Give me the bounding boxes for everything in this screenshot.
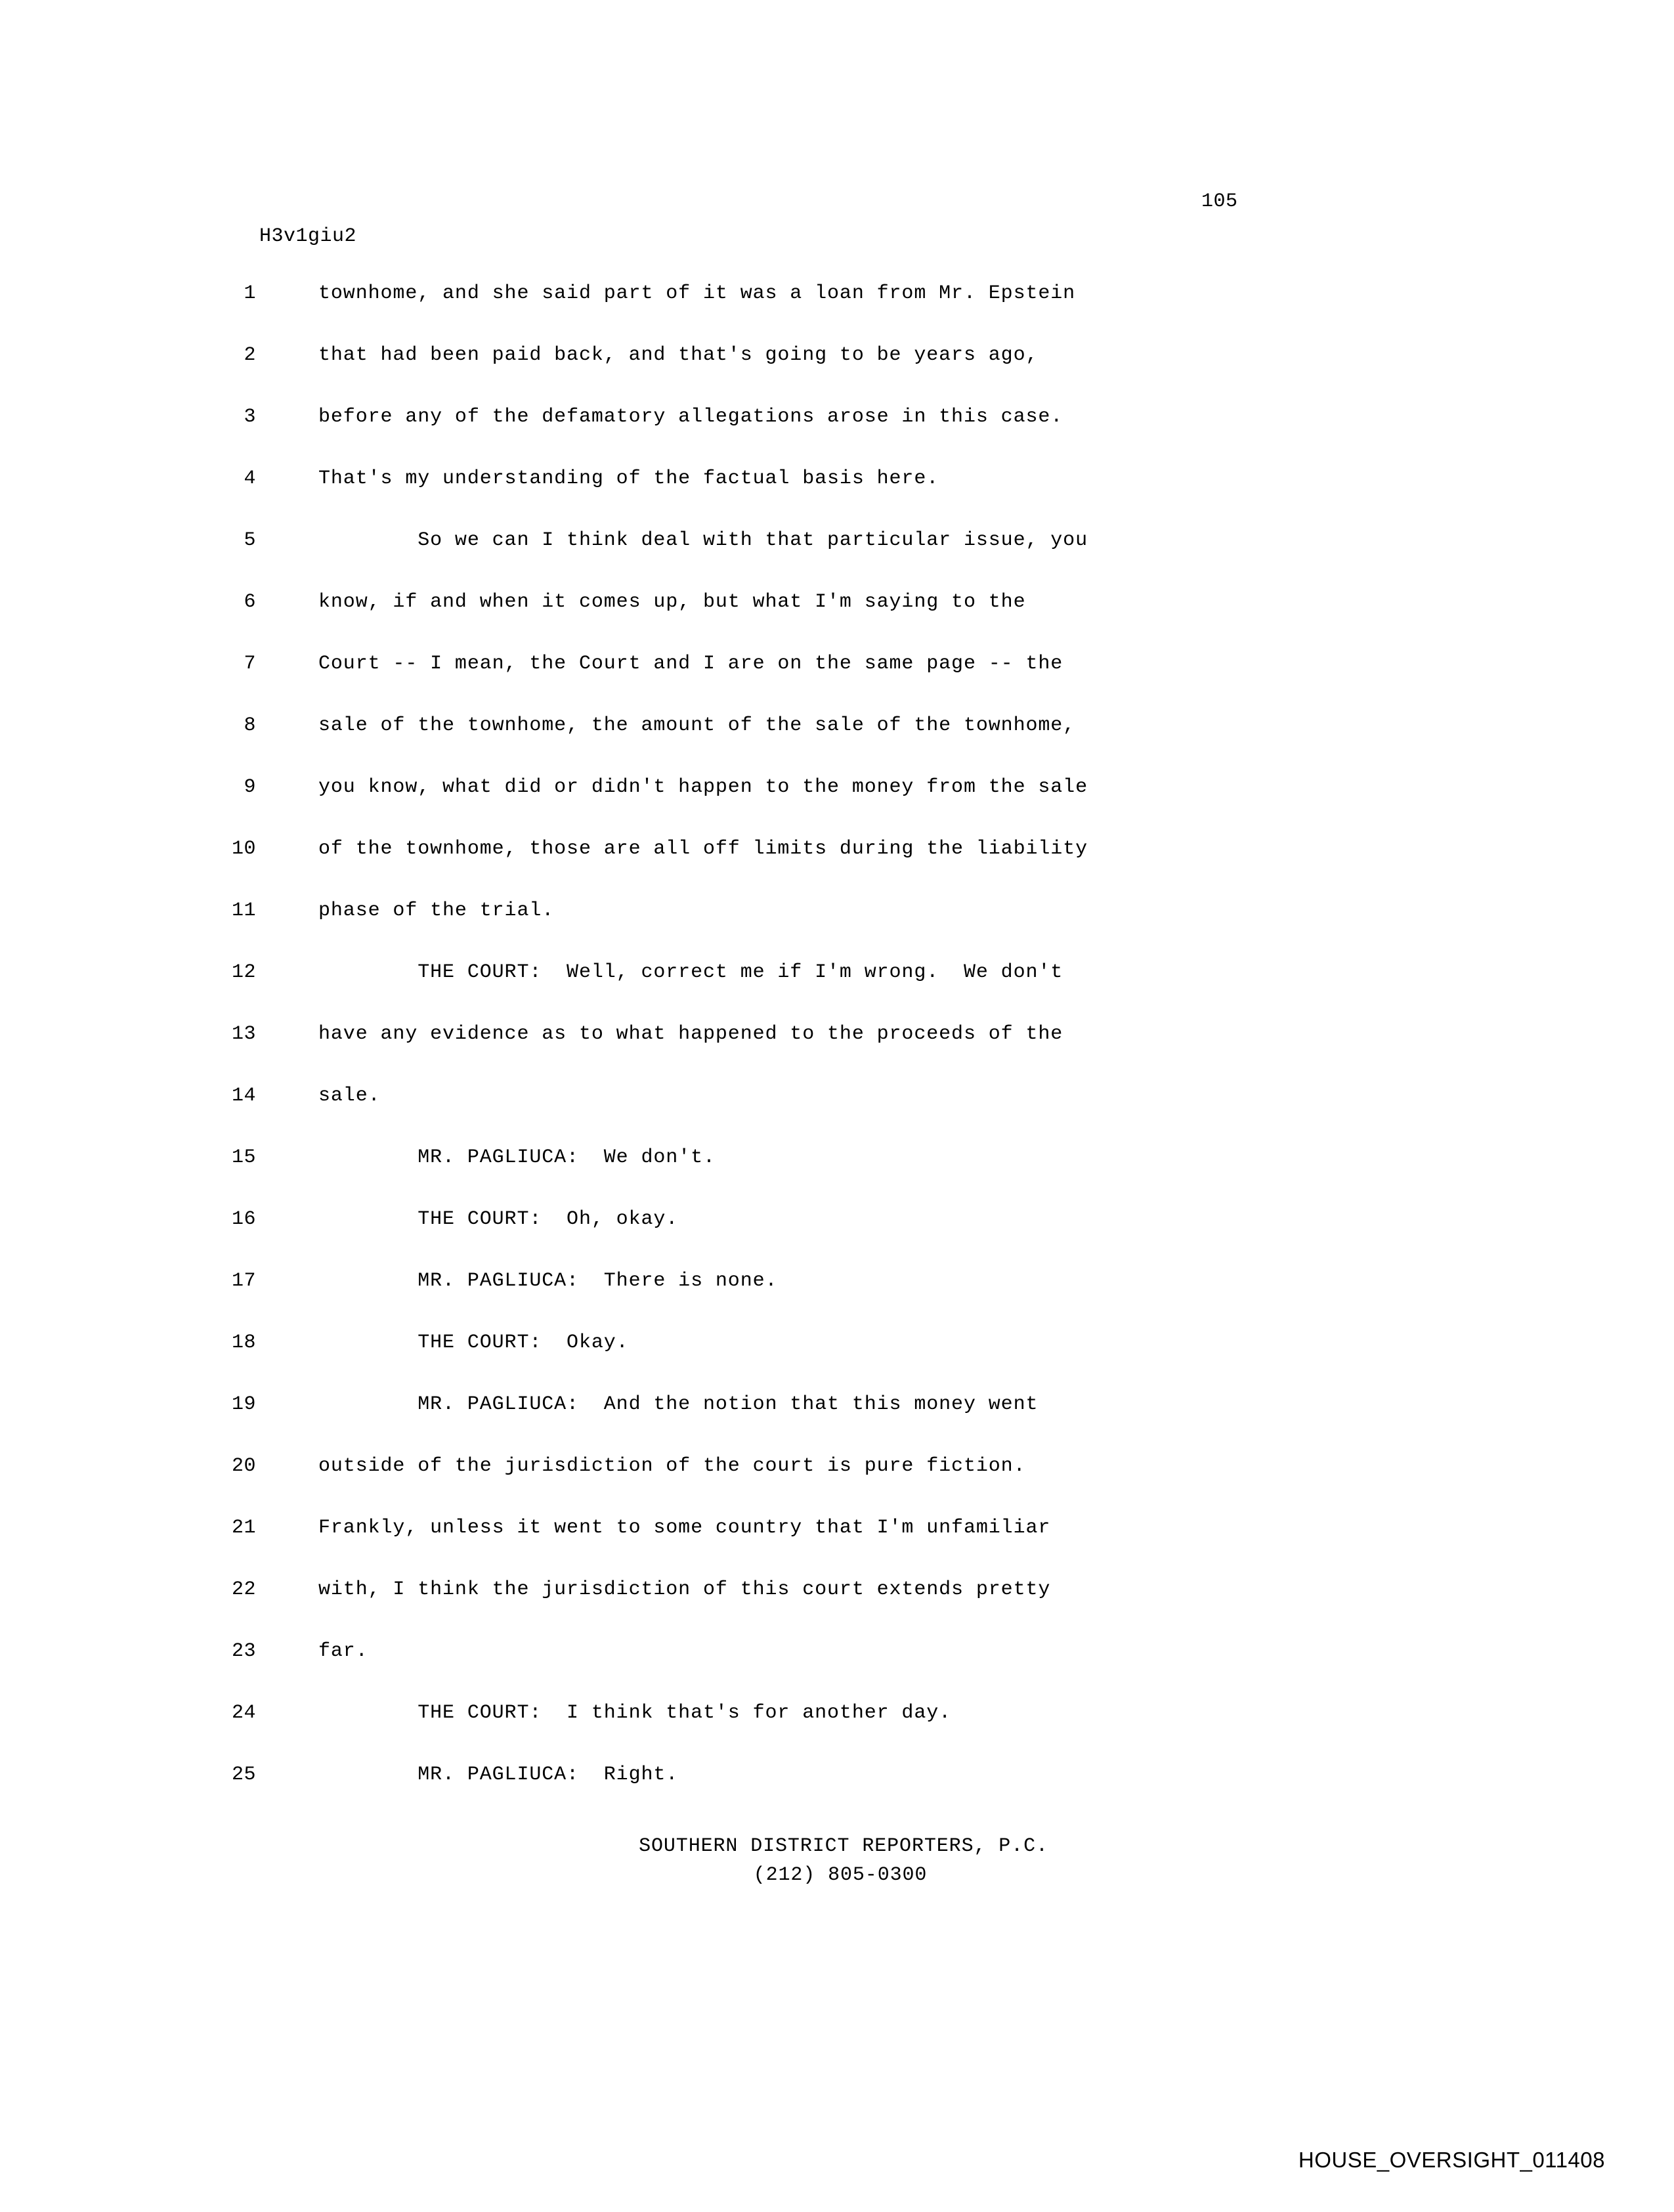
- line-text: sale of the townhome, the amount of the sale of the townhome,: [318, 714, 1076, 737]
- line-text: So we can I think deal with that particular issue, you: [318, 529, 1088, 552]
- transcript-line: [184, 1455, 1484, 1517]
- line-number: 9: [244, 776, 256, 798]
- line-number: 16: [231, 1208, 256, 1230]
- transcript-line: [184, 1023, 1484, 1085]
- line-text: before any of the defamatory allegations arose in this case.: [318, 406, 1063, 428]
- line-text: townhome, and she said part of it was a loan from Mr. Epstein: [318, 282, 1076, 305]
- transcript-line: [184, 1270, 1484, 1332]
- line-number: 19: [231, 1393, 256, 1416]
- line-number: 18: [231, 1332, 256, 1354]
- line-number: 11: [231, 900, 256, 922]
- line-number: 20: [231, 1455, 256, 1477]
- line-number: 10: [231, 838, 256, 860]
- transcript-line: [184, 1764, 1484, 1825]
- line-text: know, if and when it comes up, but what I'm saying to the: [318, 591, 1026, 613]
- line-text: outside of the jurisdiction of the court is pure fiction.: [318, 1455, 1026, 1477]
- transcript-line: [184, 1393, 1484, 1455]
- line-text: MR. PAGLIUCA: There is none.: [318, 1270, 778, 1292]
- reporter-name: SOUTHERN DISTRICT REPORTERS, P.C.: [639, 1835, 1048, 1857]
- line-text: MR. PAGLIUCA: And the notion that this money went: [318, 1393, 1039, 1416]
- line-text: with, I think the jurisdiction of this court extends pretty: [318, 1578, 1051, 1601]
- transcript-line: [184, 838, 1484, 900]
- transcript-body: [184, 282, 1484, 1825]
- transcript-line: [184, 1208, 1484, 1270]
- transcript-line: [184, 344, 1484, 406]
- line-number: 8: [244, 714, 256, 737]
- line-number: 6: [244, 591, 256, 613]
- line-text: far.: [318, 1640, 368, 1662]
- line-number: 1: [244, 282, 256, 305]
- line-number: 4: [244, 467, 256, 490]
- line-number: 17: [231, 1270, 256, 1292]
- reporter-phone: (212) 805-0300: [753, 1864, 928, 1886]
- line-text: THE COURT: Well, correct me if I'm wrong. We don't: [318, 961, 1063, 984]
- line-text: THE COURT: Okay.: [318, 1332, 629, 1354]
- line-text: THE COURT: I think that's for another day.: [318, 1702, 952, 1724]
- line-text: that had been paid back, and that's going to be years ago,: [318, 344, 1039, 366]
- line-text: have any evidence as to what happened to the proceeds of the: [318, 1023, 1063, 1045]
- line-text: you know, what did or didn't happen to the money from the sale: [318, 776, 1088, 798]
- line-text: phase of the trial.: [318, 900, 555, 922]
- transcript-line: [184, 1146, 1484, 1208]
- line-number: 23: [231, 1640, 256, 1662]
- line-number: 25: [231, 1764, 256, 1786]
- transcript-line: [184, 776, 1484, 838]
- line-number: 3: [244, 406, 256, 428]
- transcript-line: [184, 653, 1484, 714]
- reporter-footer: [0, 1832, 1674, 1890]
- line-number: 14: [231, 1085, 256, 1107]
- line-text: That's my understanding of the factual basis here.: [318, 467, 939, 490]
- transcript-line: [184, 282, 1484, 344]
- line-text: MR. PAGLIUCA: We don't.: [318, 1146, 716, 1169]
- line-text: Frankly, unless it went to some country that I'm unfamiliar: [318, 1517, 1051, 1539]
- transcript-line: [184, 714, 1484, 776]
- transcript-line: [184, 406, 1484, 467]
- line-number: 5: [244, 529, 256, 552]
- transcript-line: [184, 1517, 1484, 1578]
- transcript-line: [184, 900, 1484, 961]
- line-text: Court -- I mean, the Court and I are on the same page -- the: [318, 653, 1063, 675]
- transcript-line: [184, 1702, 1484, 1764]
- transcript-line: [184, 1085, 1484, 1146]
- line-number: 22: [231, 1578, 256, 1601]
- transcript-line: [184, 529, 1484, 591]
- line-number: 2: [244, 344, 256, 366]
- line-number: 13: [231, 1023, 256, 1045]
- line-text: MR. PAGLIUCA: Right.: [318, 1764, 679, 1786]
- page-number: 105: [1201, 190, 1238, 213]
- transcript-line: [184, 591, 1484, 653]
- transcript-line: [184, 1578, 1484, 1640]
- line-text: sale.: [318, 1085, 381, 1107]
- line-number: 12: [231, 961, 256, 984]
- transcript-line: [184, 1332, 1484, 1393]
- transcript-line: [184, 1640, 1484, 1702]
- transcript-line: [184, 467, 1484, 529]
- line-text: of the townhome, those are all off limits during the liability: [318, 838, 1088, 860]
- bates-stamp: HOUSE_OVERSIGHT_011408: [1298, 2148, 1605, 2172]
- line-text: THE COURT: Oh, okay.: [318, 1208, 679, 1230]
- line-number: 7: [244, 653, 256, 675]
- line-number: 21: [231, 1517, 256, 1539]
- transcript-line: [184, 961, 1484, 1023]
- line-number: 15: [231, 1146, 256, 1169]
- line-number: 24: [231, 1702, 256, 1724]
- transcript-run-id: H3v1giu2: [259, 225, 357, 248]
